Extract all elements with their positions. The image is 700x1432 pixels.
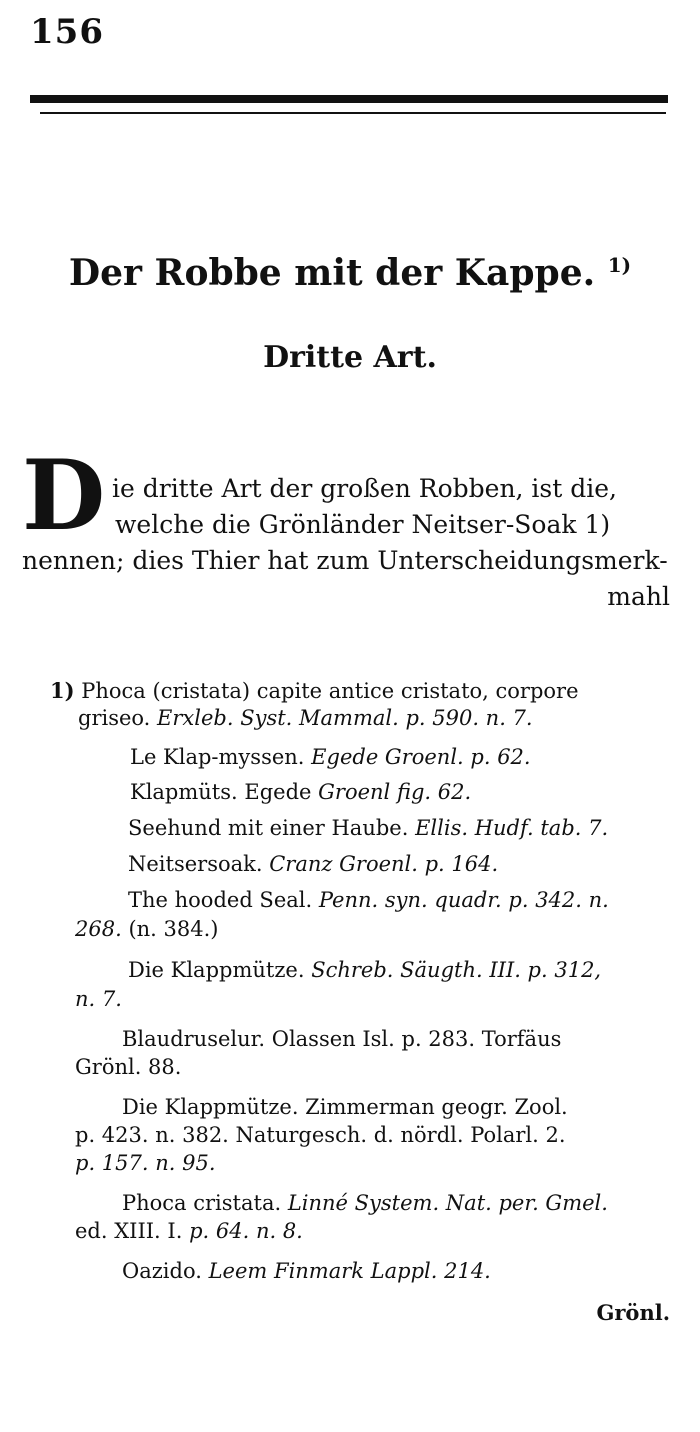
footnote-line xyxy=(128,816,608,840)
footnote-text: Die Klappmütze. Zimmerman geogr. Zool. xyxy=(122,1095,568,1119)
footnote-line xyxy=(50,678,579,703)
footnote-line xyxy=(75,1123,566,1147)
footnote-citation: Groenl fig. 62. xyxy=(318,780,472,804)
footnote-line xyxy=(75,1219,303,1243)
footnote-text: Die Klappmütze. xyxy=(128,958,305,982)
title-footnote-ref: 1) xyxy=(607,253,632,277)
body-line-1: ie dritte Art der großen Robben, ist die, xyxy=(112,474,617,503)
footnote-text: p. 423. n. 382. Naturgesch. d. nördl. Polarl. 2. xyxy=(75,1123,566,1147)
footnote-line xyxy=(122,1027,561,1051)
footnote-line xyxy=(78,706,533,730)
header-rule-thin xyxy=(40,112,666,114)
footnote-text: Blaudruselur. Olassen Isl. p. 283. Torfäus xyxy=(122,1027,562,1051)
footnote-text: (n. 384.) xyxy=(128,917,219,941)
footnote-citation: Penn. syn. quadr. p. 342. n. xyxy=(318,888,609,912)
footnote-citation: 268. xyxy=(75,917,122,941)
chapter-subtitle: Dritte Art. xyxy=(263,340,437,375)
footnote-text: n. 7. xyxy=(75,987,122,1011)
footnote-citation: Cranz Groenl. p. 164. xyxy=(269,852,499,876)
footnote-line xyxy=(122,1191,608,1215)
footnote-line xyxy=(128,852,498,876)
catchword: Grönl. xyxy=(596,1300,670,1325)
body-line-4: mahl xyxy=(607,582,670,611)
footnote-text: Grönl. 88. xyxy=(75,1055,182,1079)
footnote-citation: Erxleb. Syst. Mammal. p. 590. n. 7. xyxy=(157,706,533,730)
footnote-text: Klapmüts. Egede xyxy=(130,780,312,804)
footnote-line xyxy=(75,917,218,941)
footnote-citation: Egede Groenl. p. 62. xyxy=(311,745,531,769)
footnote-line xyxy=(128,958,601,982)
footnote-mark: 1) xyxy=(50,678,75,703)
footnote-text: Oazido. xyxy=(122,1259,202,1283)
footnote-text: Le Klap-myssen. xyxy=(130,745,305,769)
footnote-line xyxy=(130,780,471,804)
footnote-text: Seehund mit einer Haube. xyxy=(128,816,409,840)
chapter-title-text: Der Robbe mit der Kappe. xyxy=(68,252,596,294)
drop-cap: D xyxy=(22,439,106,552)
footnote-line xyxy=(75,987,122,1011)
footnote-line xyxy=(122,1095,568,1119)
footnote-line xyxy=(130,745,531,769)
footnote-line xyxy=(122,1259,491,1283)
footnote-citation: Schreb. Säugth. III. p. 312, xyxy=(311,958,602,982)
footnote-citation: Linné System. Nat. per. Gmel. xyxy=(287,1191,608,1215)
header-rule-thick xyxy=(30,95,668,103)
footnote-text: Phoca (cristata) capite antice cristato, corpore xyxy=(81,679,579,703)
footnote-line xyxy=(75,1055,181,1079)
footnote-text: p. 157. n. 95. xyxy=(75,1151,216,1175)
footnote-text: The hooded Seal. xyxy=(128,888,313,912)
footnote-citation: Leem Finmark Lappl. 214. xyxy=(208,1259,491,1283)
footnote-text: Phoca cristata. xyxy=(122,1191,282,1215)
footnote-citation: p. 64. n. 8. xyxy=(189,1219,303,1243)
page-number: 156 xyxy=(30,12,104,52)
footnote-line xyxy=(75,1151,216,1175)
chapter-title xyxy=(0,252,700,294)
footnote-text: ed. XIII. I. xyxy=(75,1219,183,1243)
body-line-3: nennen; dies Thier hat zum Unterscheidungsmerk- xyxy=(22,546,668,575)
footnote-line xyxy=(128,888,609,912)
footnote-text: griseo. xyxy=(78,706,151,730)
footnote-citation: Ellis. Hudf. tab. 7. xyxy=(415,816,609,840)
footnote-text: Neitsersoak. xyxy=(128,852,263,876)
body-line-2: welche die Grönländer Neitser-Soak 1) xyxy=(115,510,611,539)
